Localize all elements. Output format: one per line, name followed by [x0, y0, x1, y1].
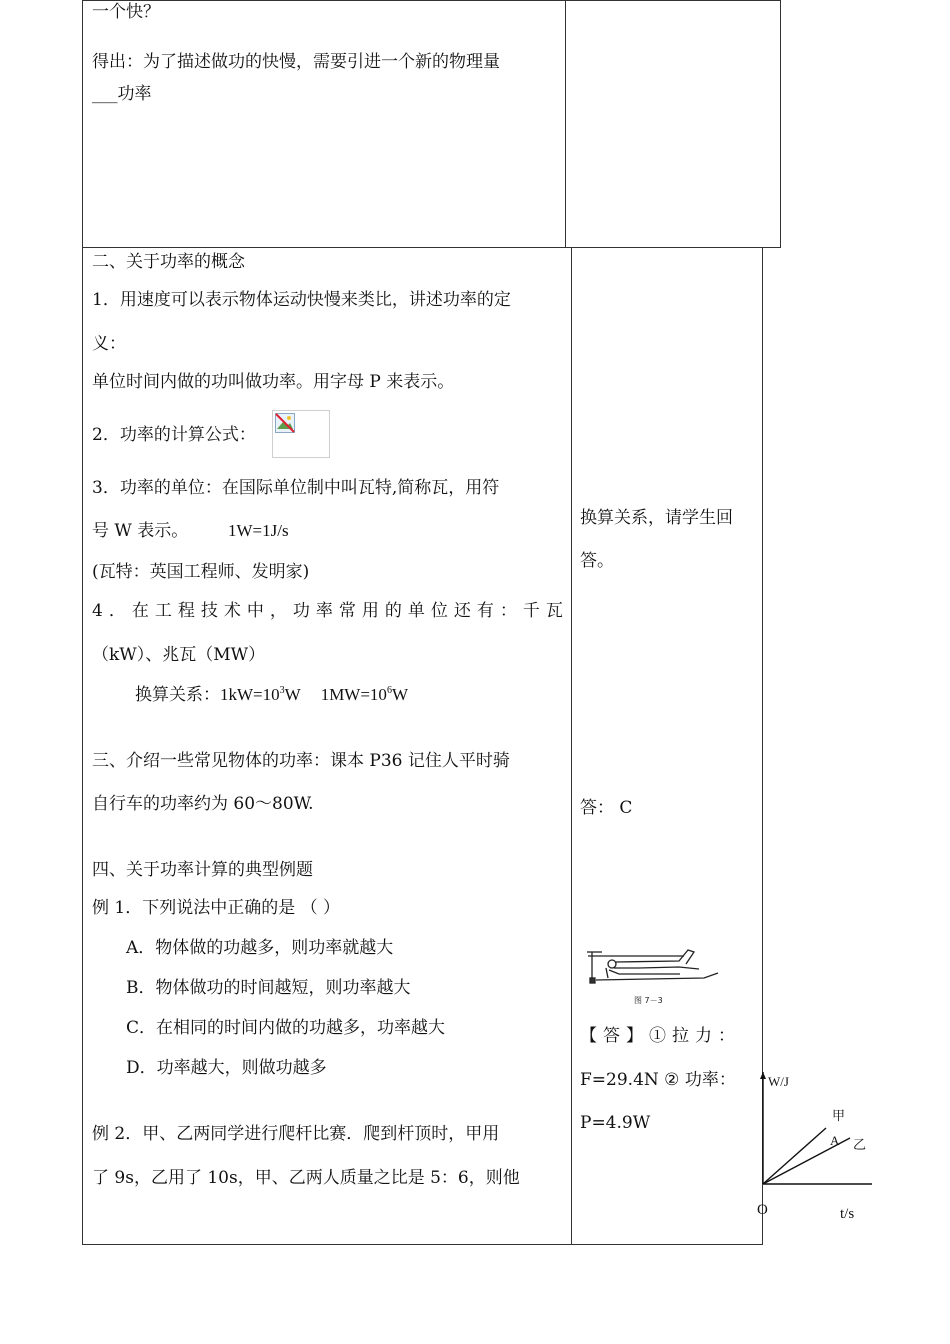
top-left-cell	[82, 0, 566, 248]
origin-label: O	[757, 1202, 768, 1218]
top-line-1: 一个快？	[92, 2, 160, 22]
push-up-figure	[584, 940, 726, 1008]
example-2-line-b: 了 9s，乙用了 10s，甲、乙两人质量之比是 5：6，则他	[92, 1168, 520, 1188]
unit-conversion	[135, 685, 408, 705]
side-note-line-b: 答。	[580, 551, 614, 571]
example-2-answer-line-b: F=29.4N ② 功率：	[580, 1070, 736, 1090]
section-heading-2: 二、关于功率的概念	[92, 252, 245, 272]
y-axis-label: W/J	[768, 1074, 789, 1089]
paragraph-1-line-a: 1．用速度可以表示物体运动快慢来类比，讲述功率的定	[92, 290, 511, 310]
kilowatt-conversion: $1kW=10^3W$	[220, 685, 301, 704]
paragraph-3-line-a: 3．功率的单位：在国际单位制中叫瓦特,简称瓦，用符	[92, 478, 500, 498]
paragraph-2: 2．功率的计算公式：	[92, 425, 256, 445]
example-1-answer: 答： C	[580, 798, 633, 818]
broken-image-icon	[275, 413, 295, 433]
figure-caption: 图 7－3	[634, 996, 663, 1005]
line-yi-label: 乙	[853, 1138, 867, 1153]
x-axis-label: t/s	[840, 1206, 855, 1222]
paragraph-3-line-c: (瓦特：英国工程师、发明家)	[92, 562, 310, 582]
formula-image-placeholder	[272, 410, 330, 458]
example-1-option-a: A．物体做的功越多，则功率就越大	[126, 938, 394, 958]
section-heading-4: 四、关于功率计算的典型例题	[92, 860, 313, 880]
example-1-question: 例 1．下列说法中正确的是 （ ）	[92, 898, 341, 918]
example-1-option-d: D．功率越大，则做功越多	[126, 1058, 327, 1078]
line-jia-label: 甲	[832, 1109, 846, 1124]
megawatt-conversion: $1MW=10^6W$	[320, 685, 408, 704]
example-2-answer-line-c: P=4.9W	[580, 1113, 651, 1133]
unit-conversion-label: 换算关系：	[135, 685, 220, 705]
push-up-figure-drawing	[587, 950, 718, 983]
paragraph-1-line-b: 义：	[92, 334, 126, 354]
paragraph-3-line-b: 号 W 表示。	[92, 521, 189, 541]
paragraph-4-line-b: （kW）、兆瓦（MW）	[92, 645, 266, 665]
section-heading-3-line-a: 三、介绍一些常见物体的功率：课本 P36 记住人平时骑	[92, 751, 510, 771]
section-heading-3-line-b: 自行车的功率约为 60～80W.	[92, 794, 314, 814]
main-right-cell	[571, 247, 763, 1245]
work-time-graph	[754, 1066, 884, 1230]
watt-definition: 1W=1J/s	[228, 521, 289, 540]
paragraph-4-line-a: 4．在工程技术中，功率常用的单位还有：千瓦	[92, 601, 569, 621]
example-2-answer-line-a: 【答】①拉力：	[580, 1026, 741, 1046]
example-2-line-a: 例 2．甲、乙两同学进行爬杆比赛．爬到杆顶时，甲用	[92, 1124, 500, 1144]
paragraph-1-line-c: 单位时间内做的功叫做功率。用字母 P 来表示。	[92, 372, 455, 392]
example-1-option-b: B．物体做功的时间越短，则功率越大	[126, 978, 411, 998]
example-1-option-c: C．在相同的时间内做的功越多，功率越大	[126, 1018, 446, 1038]
point-a-label: A	[830, 1133, 840, 1148]
side-note-line-a: 换算关系，请学生回	[580, 508, 733, 528]
y-axis-arrow-icon	[760, 1072, 766, 1079]
top-line-3: ___功率	[92, 84, 152, 104]
top-line-2: 得出：为了描述做功的快慢，需要引进一个新的物理量	[92, 52, 500, 72]
main-left-cell	[82, 247, 572, 1245]
top-right-cell	[565, 0, 781, 248]
